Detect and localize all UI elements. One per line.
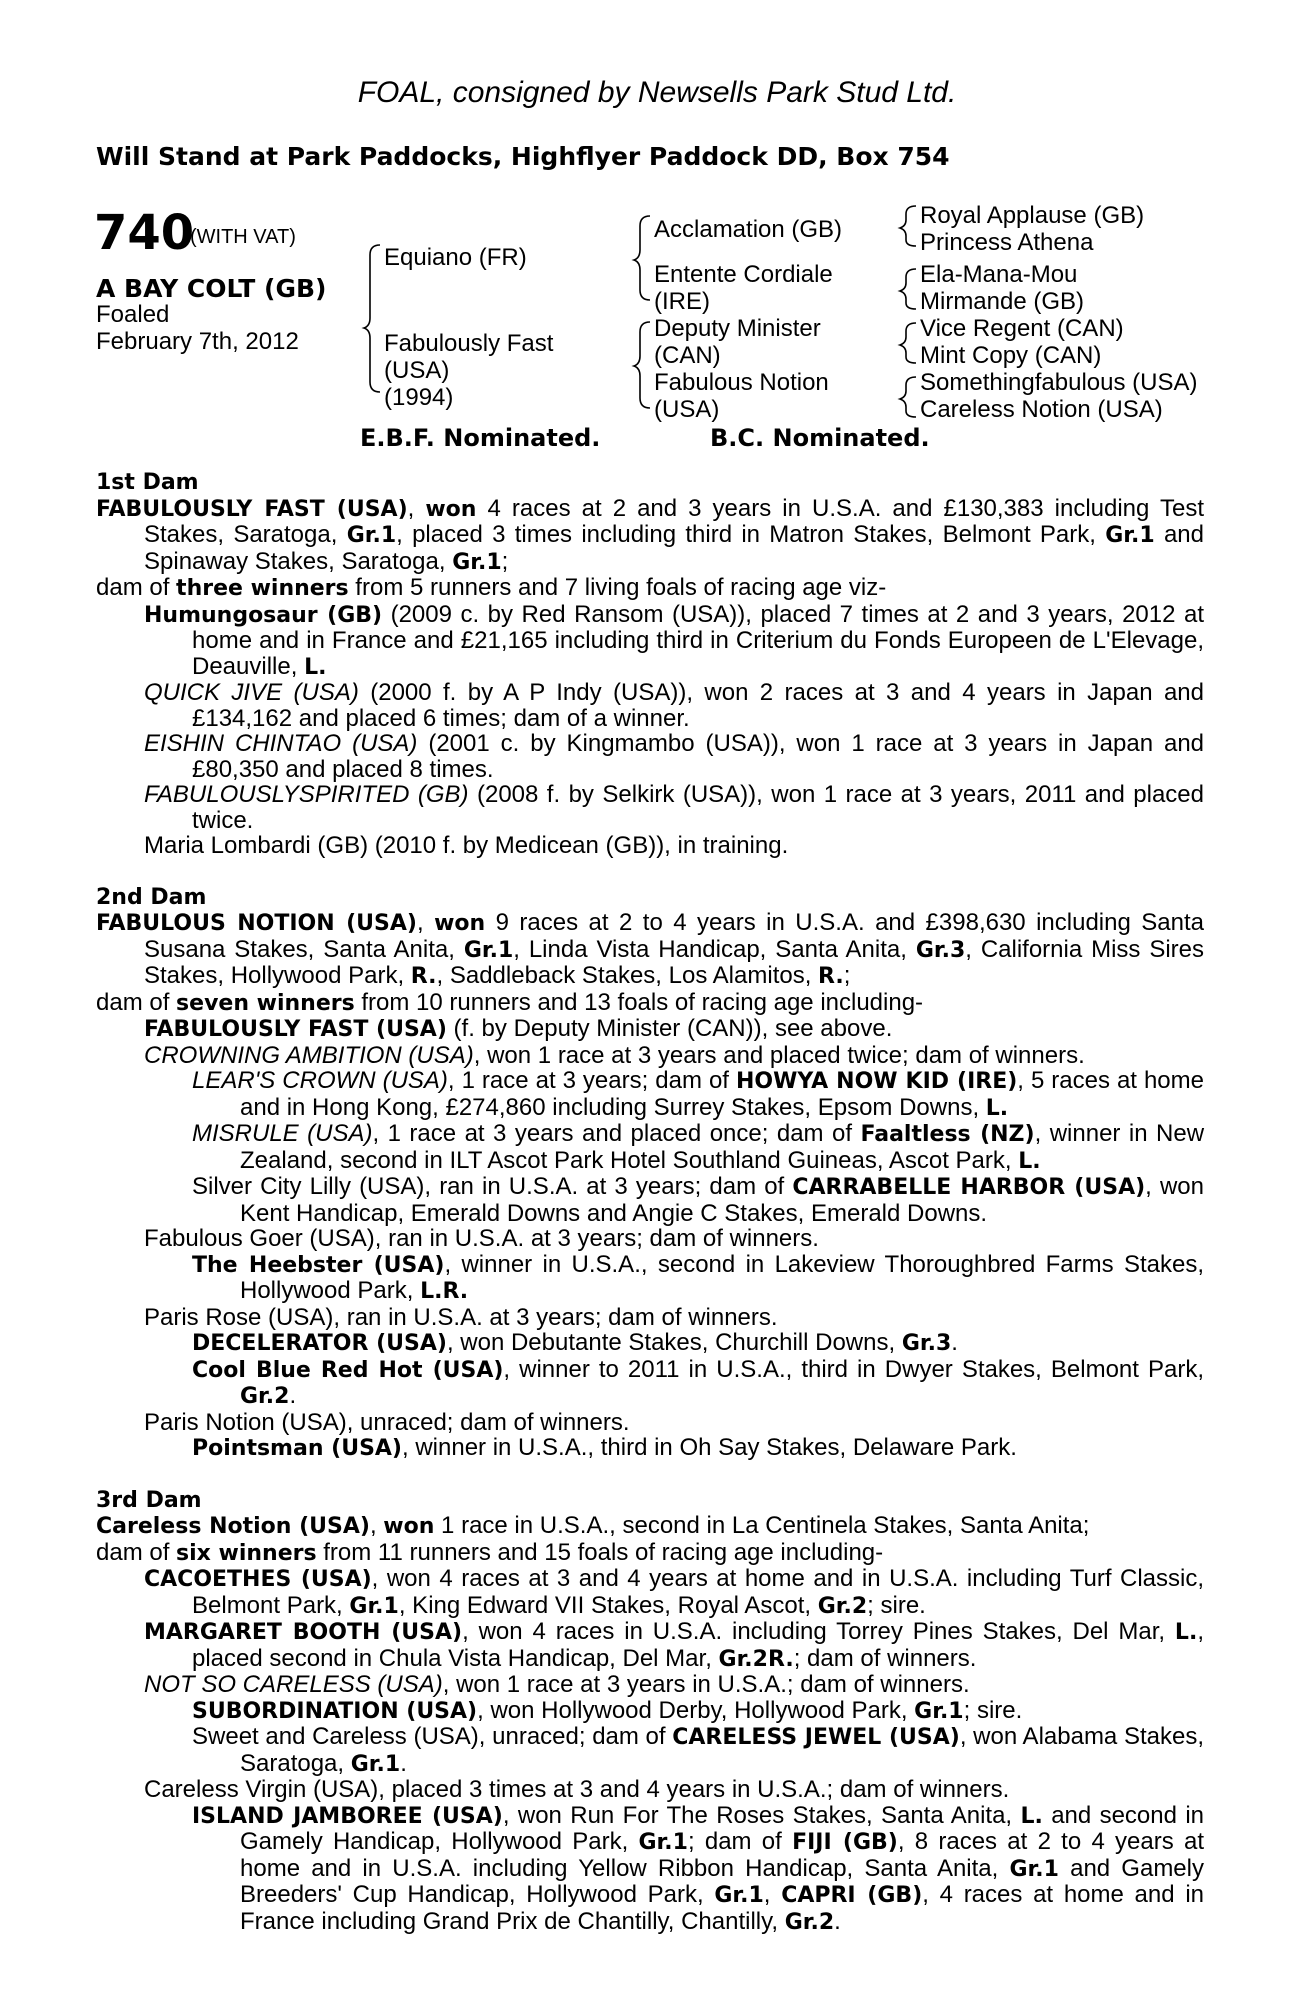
text: , won Kent Handicap, Emerald Downs and Angie C Stakes, Emerald Downs. <box>240 1173 1204 1227</box>
pedigree-dam-sire-1: Deputy Minister <box>654 315 821 342</box>
text: Sweet and Careless (USA), unraced; dam of <box>192 1723 673 1750</box>
text: Fabulous Goer (USA), ran in U.S.A. at 3 years; dam of winners. <box>144 1225 819 1252</box>
text: . <box>951 1329 958 1356</box>
text: , won Run For The Roses Stakes, Santa Anita, <box>502 1801 1021 1829</box>
text: , 1 race at 3 years and placed once; dam of <box>372 1120 861 1147</box>
pedigree-g3-1: Royal Applause (GB) <box>920 202 1145 229</box>
text: from 5 runners and 7 living foals of racing age viz- <box>348 574 887 601</box>
text: from 11 runners and 15 foals of racing age including- <box>316 1538 884 1566</box>
pedigree-entry <box>96 990 1204 1017</box>
section-3rd-dam <box>96 1488 1204 1936</box>
text: , Saddleback Stakes, Los Alamitos, <box>436 962 819 989</box>
pedigree-entry <box>96 1619 1204 1672</box>
pedigree-entry <box>96 1016 1204 1043</box>
pedigree-dam-sire-2: (CAN) <box>654 342 721 369</box>
italic-text: CROWNING AMBITION (USA) <box>144 1041 474 1069</box>
pedigree-dam-dam-1: Fabulous Notion <box>654 369 829 396</box>
bold-text: L. <box>1018 1148 1041 1174</box>
text: , won Debutante Stakes, Churchill Downs, <box>446 1329 902 1356</box>
italic-text: MISRULE (USA) <box>192 1120 373 1147</box>
text: ; <box>501 547 509 575</box>
text: , <box>416 909 435 936</box>
text: dam of <box>96 1538 177 1566</box>
pedigree-dam-3: (1994) <box>384 384 454 411</box>
pedigree-entry <box>96 910 1204 990</box>
consignment-line: FOAL, consigned by Newsells Park Stud Ltd. <box>357 76 957 109</box>
pedigree-sire-dam-1: Entente Cordiale <box>654 261 833 288</box>
bold-text: FABULOUSLY FAST (USA) <box>96 496 408 522</box>
bold-text: DECELERATOR (USA) <box>192 1331 447 1356</box>
text: and second in Gamely Handicap, Hollywood Park, <box>240 1801 1204 1855</box>
text: ; sire. <box>867 1591 926 1619</box>
pedigree-g3-5: Vice Regent (CAN) <box>920 315 1124 342</box>
text: , placed second in Chula Vista Handicap, Del Mar, <box>192 1618 1204 1672</box>
bold-text: Cool Blue Red Hot (USA) <box>192 1357 504 1383</box>
bold-text: L. <box>1174 1620 1198 1645</box>
section-lines <box>96 496 1204 859</box>
text: 4 races at 2 and 3 years in U.S.A. and £130,383 including Test Stakes, Saratoga, <box>144 494 1204 548</box>
bold-text: CACOETHES (USA) <box>144 1567 372 1592</box>
bold-text: Gr.3 <box>901 1331 952 1356</box>
pedigree-g3-4: Mirmande (GB) <box>920 288 1085 315</box>
pedigree-entry <box>96 1777 1204 1803</box>
lot-number: 740 <box>94 205 195 261</box>
text: ; <box>843 962 851 989</box>
bold-text: FABULOUS NOTION (USA) <box>96 911 417 936</box>
text: . <box>834 1907 841 1935</box>
text: and Spinaway Stakes, Saratoga, <box>144 521 1204 575</box>
pedigree-g3-3: Ela-Mana-Mou <box>920 261 1078 288</box>
pedigree-entry <box>96 602 1204 681</box>
text: ; dam of winners. <box>793 1644 977 1672</box>
lot-title: A BAY COLT (GB) <box>96 274 327 303</box>
pedigree-entry <box>96 1043 1204 1069</box>
text: (2001 c. by Kingmambo (USA)), won 1 race at 3 years in Japan and £80,350 and placed 8 times. <box>192 730 1205 783</box>
pedigree-entry <box>96 1540 1204 1567</box>
pedigree-entry <box>96 1698 1204 1725</box>
bold-text: Gr.2 <box>817 1593 868 1619</box>
text: (2008 f. by Selkirk (USA)), won 1 race at 3 years, 2011 and placed twice. <box>192 781 1205 834</box>
bold-text: SUBORDINATION (USA) <box>192 1698 478 1724</box>
pedigree-entry <box>96 1410 1204 1436</box>
italic-text: QUICK JIVE (USA) <box>144 679 359 706</box>
bold-text: won <box>434 911 486 936</box>
pedigree-entry <box>96 1672 1204 1698</box>
bold-text: won <box>383 1514 435 1539</box>
pedigree-entry <box>96 1435 1204 1462</box>
text: , 5 races at home and in Hong Kong, £274,860 including Surrey Stakes, Epsom Downs, <box>240 1067 1204 1121</box>
stand-location: Will Stand at Park Paddocks, Highflyer Paddock DD, Box 754 <box>96 142 950 171</box>
bold-text: Gr.2R. <box>718 1646 794 1672</box>
vat-note: (WITH VAT) <box>190 226 296 248</box>
text: 1 race in U.S.A., second in La Centinela Stakes, Santa Anita; <box>434 1512 1090 1539</box>
text: ; dam of <box>687 1828 793 1855</box>
text: , <box>763 1881 782 1908</box>
bold-text: Gr.2 <box>784 1909 835 1935</box>
bold-text: seven winners <box>176 990 355 1016</box>
bold-text: Gr.1 <box>1105 523 1155 548</box>
pedigree-dam-2: (USA) <box>384 357 450 384</box>
italic-text: NOT SO CARELESS (USA) <box>144 1671 443 1698</box>
pedigree-dam-1: Fabulously Fast <box>384 330 554 357</box>
text: Paris Notion (USA), unraced; dam of winners. <box>144 1408 630 1436</box>
bold-text: Careless Notion (USA) <box>96 1514 370 1539</box>
italic-text: EISHIN CHINTAO (USA) <box>144 730 418 757</box>
bold-text: CARELESS JEWEL (USA) <box>672 1725 960 1750</box>
pedigree-entry <box>96 1068 1204 1121</box>
pedigree-entry <box>96 1566 1204 1619</box>
pedigree-sire-dam-2: (IRE) <box>654 288 710 315</box>
text: , 8 races at 2 to 4 years at home and in U.S.A. including Yellow Ribbon Handicap, Santa Anita, <box>240 1828 1204 1882</box>
pedigree-entry <box>96 1513 1204 1540</box>
pedigree-entry <box>96 1226 1204 1252</box>
foaled-date: February 7th, 2012 <box>96 328 299 355</box>
bold-text: Gr.1 <box>346 523 397 548</box>
bold-text: HOWYA NOW KID (IRE) <box>735 1069 1018 1094</box>
pedigree-sire: Equiano (FR) <box>384 244 527 271</box>
pedigree-sire-sire: Acclamation (GB) <box>654 216 843 243</box>
pedigree-g3-8: Careless Notion (USA) <box>920 396 1163 423</box>
bold-text: Gr.1 <box>714 1883 764 1908</box>
bold-text: Gr.1 <box>1009 1856 1059 1882</box>
bold-text: The Heebster (USA) <box>192 1252 445 1278</box>
bold-text: CARRABELLE HARBOR (USA) <box>792 1175 1146 1200</box>
bold-text: Humungosaur (GB) <box>144 602 383 628</box>
bold-text: L.R. <box>420 1279 469 1304</box>
italic-text: LEAR'S CROWN (USA) <box>192 1067 448 1094</box>
text: . <box>400 1749 407 1777</box>
text: . <box>289 1382 297 1409</box>
text: , Linda Vista Handicap, Santa Anita, <box>513 935 916 963</box>
text: (2009 c. by Red Ransom (USA)), placed 7 times at 2 and 3 years, 2012 at home and in France and £21,165 including third in Criterium du Fonds Europeen de L'Elevage, Deauville, <box>192 600 1204 680</box>
section-title: 2nd Dam <box>96 884 207 910</box>
text: (2000 f. by A P Indy (USA)), won 2 races at 3 and 4 years in Japan and £134,162 and placed 6 times; dam of a winner. <box>192 679 1205 732</box>
bold-text: L. <box>985 1095 1009 1121</box>
pedigree-entry <box>96 1121 1204 1174</box>
text: , <box>407 494 426 522</box>
italic-text: FABULOUSLYSPIRITED (GB) <box>144 781 469 808</box>
bold-text: Gr.2 <box>240 1384 290 1409</box>
text: , won 4 races in U.S.A. including Torrey Pines Stakes, Del Mar, <box>462 1618 1175 1645</box>
text: , King Edward VII Stakes, Royal Ascot, <box>398 1591 818 1619</box>
pedigree-entry <box>96 1252 1204 1305</box>
text: from 10 runners and 13 foals of racing age including- <box>354 988 924 1016</box>
text: , won Hollywood Derby, Hollywood Park, <box>477 1696 915 1724</box>
pedigree-entry <box>96 496 1204 576</box>
bold-text: CAPRI (GB) <box>781 1883 923 1908</box>
bold-text: Gr.3 <box>915 937 966 963</box>
section-lines <box>96 910 1204 1462</box>
bold-text: Gr.1 <box>350 1751 401 1777</box>
bold-text: Gr.1 <box>638 1830 688 1855</box>
text: dam of <box>96 988 177 1016</box>
text: Careless Virgin (USA), placed 3 times at 3 and 4 years in U.S.A.; dam of winners. <box>144 1776 1010 1803</box>
text: , won Alabama Stakes, Saratoga, <box>240 1723 1204 1777</box>
text: dam of <box>96 574 177 601</box>
text: , 1 race at 3 years; dam of <box>447 1067 736 1094</box>
pedigree-entry <box>96 1803 1204 1936</box>
bold-text: Gr.1 <box>463 937 514 963</box>
text: Silver City Lilly (USA), ran in U.S.A. at 3 years; dam of <box>192 1173 793 1200</box>
pedigree-g3-7: Somethingfabulous (USA) <box>920 369 1198 396</box>
text: ; sire. <box>963 1696 1023 1724</box>
text: , won 1 race at 3 years in U.S.A.; dam of winners. <box>442 1671 970 1698</box>
pedigree-entry <box>96 1724 1204 1777</box>
text: , winner in U.S.A., third in Oh Say Stakes, Delaware Park. <box>402 1434 1017 1461</box>
bold-text: Pointsman (USA) <box>192 1436 402 1461</box>
ebf-nominated: E.B.F. Nominated. <box>360 424 601 452</box>
pedigree-dam-dam-2: (USA) <box>654 396 720 423</box>
bold-text: R. <box>410 964 437 989</box>
bold-text: six winners <box>176 1540 317 1566</box>
bold-text: Gr.1 <box>349 1593 399 1619</box>
text: , <box>369 1512 384 1539</box>
bold-text: three winners <box>176 576 349 601</box>
bc-nominated: B.C. Nominated. <box>710 424 930 452</box>
pedigree-entry <box>96 731 1204 782</box>
section-lines <box>96 1513 1204 1935</box>
text: , winner in U.S.A., second in Lakeview Thoroughbred Farms Stakes, Hollywood Park, <box>240 1250 1205 1304</box>
section-1st-dam <box>96 470 1204 859</box>
bold-text: L. <box>1020 1803 1043 1829</box>
section-title: 1st Dam <box>96 470 199 495</box>
bold-text: Faaltless (NZ) <box>860 1122 1035 1147</box>
text: , won 1 race at 3 years and placed twice; dam of winners. <box>473 1041 1085 1069</box>
pedigree-g3-2: Princess Athena <box>920 229 1094 256</box>
bold-text: MARGARET BOOTH (USA) <box>144 1620 463 1645</box>
text: , California Miss Sires Stakes, Hollywood Park, <box>144 935 1205 989</box>
section-title: 3rd Dam <box>96 1487 202 1513</box>
text: Maria Lombardi (GB) (2010 f. by Medicean (GB)), in training. <box>144 832 789 859</box>
text: , winner in New Zealand, second in ILT Ascot Park Hotel Southland Guineas, Ascot Park, <box>240 1120 1205 1174</box>
text: , winner to 2011 in U.S.A., third in Dwyer Stakes, Belmont Park, <box>503 1355 1204 1383</box>
section-2nd-dam <box>96 885 1204 1462</box>
pedigree-entry <box>96 1357 1204 1410</box>
text: and Gamely Breeders' Cup Handicap, Hollywood Park, <box>240 1854 1204 1908</box>
pedigree-entry <box>96 833 1204 859</box>
text: , placed 3 times including third in Matron Stakes, Belmont Park, <box>396 521 1106 548</box>
text: , 4 races at home and in France including Grand Prix de Chantilly, Chantilly, <box>240 1881 1204 1935</box>
pedigree-entry <box>96 680 1204 731</box>
text: , won 4 races at 3 and 4 years at home and in U.S.A. including Turf Classic, Belmont Park, <box>192 1565 1204 1619</box>
bold-text: won <box>425 496 477 522</box>
bold-text: L. <box>304 654 327 680</box>
text: (f. by Deputy Minister (CAN)), see above. <box>446 1015 893 1042</box>
bold-text: FABULOUSLY FAST (USA) <box>144 1017 447 1042</box>
bold-text: FIJI (GB) <box>792 1830 898 1855</box>
bold-text: R. <box>818 964 844 989</box>
pedigree-g3-6: Mint Copy (CAN) <box>920 342 1102 369</box>
bold-text: ISLAND JAMBOREE (USA) <box>192 1803 503 1829</box>
bold-text: Gr.1 <box>452 549 502 575</box>
pedigree-entry <box>96 575 1204 602</box>
foaled-label: Foaled <box>96 301 170 328</box>
catalogue-body <box>96 470 1204 1935</box>
pedigree-entry <box>96 1330 1204 1357</box>
text: Paris Rose (USA), ran in U.S.A. at 3 years; dam of winners. <box>144 1303 778 1331</box>
text: 9 races at 2 to 4 years in U.S.A. and £398,630 including Santa Susana Stakes, Santa Anita, <box>144 909 1204 963</box>
pedigree-entry <box>96 1174 1204 1226</box>
pedigree-entry <box>96 782 1204 833</box>
bold-text: Gr.1 <box>914 1698 964 1724</box>
pedigree-entry <box>96 1305 1204 1331</box>
